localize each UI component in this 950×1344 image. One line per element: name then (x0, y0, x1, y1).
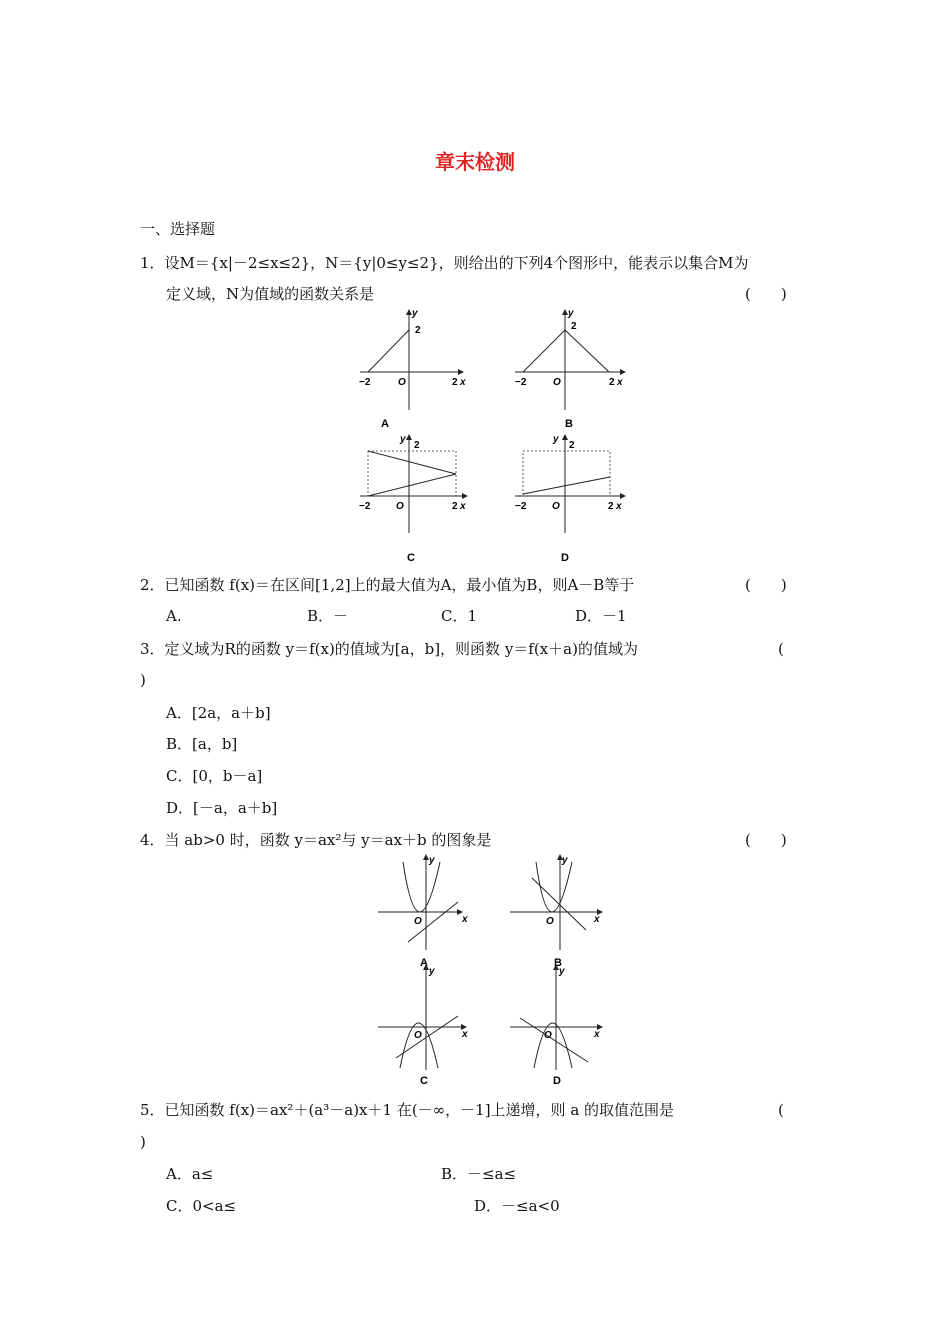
page-title: 章末检测 (435, 150, 515, 174)
q4-c-origin-label: O (414, 1030, 422, 1041)
q4-graph-c (378, 965, 468, 1087)
q5-paren-open: ( (778, 1101, 784, 1119)
q5-option-d: D．－≤a<0 (474, 1197, 560, 1215)
q1-graph-d (515, 434, 625, 564)
q1-a-origin-label: O (398, 377, 406, 388)
q5-option-c: C．0<a≤ (166, 1197, 237, 1215)
q2-answer-paren: ( ) (745, 576, 787, 594)
q1-c-x2-label: 2 (452, 501, 458, 512)
q1-d-origin-label: O (552, 501, 560, 512)
q1-c-y2-label: 2 (414, 440, 420, 451)
q3-paren-open: ( (778, 640, 784, 658)
q4-graph-b (510, 855, 602, 969)
q1-a-x-label: x (460, 377, 466, 388)
q3-option-d: D．[－a，a＋b] (166, 799, 278, 817)
q4-graph-d (510, 965, 602, 1087)
q1-a-caption: A (381, 418, 389, 430)
q1-d-neg2-label: −2 (515, 501, 527, 512)
q4-b-y-label: y (562, 855, 568, 866)
q2-option-a: A. (166, 607, 182, 625)
q1-b-y-label: y (568, 308, 574, 319)
q1-text-line1: 1．设M＝{x|－2≤x≤2}，N＝{y|0≤y≤2}，则给出的下列4个图形中，能表示以集合M为 (140, 254, 749, 272)
q2-option-b: B．－ (307, 607, 349, 625)
q4-d-x-label: x (594, 1029, 600, 1040)
q1-d-y-label: y (553, 434, 559, 445)
q1-b-caption: B (565, 418, 573, 430)
q3-option-c: C．[0，b－a] (166, 767, 263, 785)
q1-d-caption: D (561, 552, 569, 564)
q1-b-x-label: x (617, 377, 623, 388)
q3-option-b: B．[a，b] (166, 735, 238, 753)
q4-text: 4．当 ab>0 时，函数 y＝ax²与 y＝ax＋b 的图象是 (140, 831, 492, 849)
q1-b-neg2-label: −2 (515, 377, 527, 388)
q1-graph-b (515, 308, 625, 430)
q3-option-a: A．[2a，a＋b] (166, 704, 271, 722)
q2-option-c: C．1 (441, 607, 478, 625)
q1-c-y-label: y (400, 434, 406, 445)
q1-graph-c (359, 434, 467, 564)
q1-d-y2-label: 2 (569, 440, 575, 451)
section-heading: 一、选择题 (140, 220, 216, 238)
q4-d-caption: D (553, 1075, 561, 1087)
q4-b-x-label: x (594, 914, 600, 925)
q5-text: 5．已知函数 f(x)＝ax²＋(a³－a)x＋1 在(－∞，－1]上递增，则 a 的取值范围是 (140, 1101, 675, 1119)
q1-graph-a (359, 308, 466, 430)
q1-b-origin-label: O (553, 377, 561, 388)
q4-c-caption: C (420, 1075, 428, 1087)
q4-c-x-label: x (462, 1029, 468, 1040)
q4-graph-a (378, 855, 468, 969)
q2-option-d: D．－1 (575, 607, 627, 625)
q4-a-x-label: x (462, 914, 468, 925)
q5-paren-close: ) (140, 1133, 146, 1151)
q1-c-x-label: x (460, 501, 466, 512)
q4-b-caption: B (554, 957, 562, 969)
q1-answer-paren: ( ) (745, 285, 787, 303)
q1-text-line2: 定义域，N为值域的函数关系是 (166, 285, 375, 303)
q1-d-x-label: x (616, 501, 622, 512)
q1-c-caption: C (407, 552, 415, 564)
q4-b-origin-label: O (546, 916, 554, 927)
q3-text: 3．定义域为R的函数 y＝f(x)的值域为[a，b]，则函数 y＝f(x＋a)的值域为 (140, 640, 638, 658)
q4-c-y-label: y (429, 966, 435, 977)
q2-text: 2．已知函数 f(x)＝在区间[1,2]上的最大值为A，最小值为B，则A－B等于 (140, 576, 635, 594)
q5-option-b: B．－≤a≤ (441, 1165, 517, 1183)
q1-b-y2-label: 2 (571, 321, 577, 332)
q4-a-caption: A (420, 957, 428, 969)
q4-a-origin-label: O (414, 916, 422, 927)
q4-answer-paren: ( ) (745, 831, 787, 849)
q3-paren-close: ) (140, 671, 146, 689)
q1-a-neg2-label: −2 (359, 377, 371, 388)
q4-d-origin-label: O (544, 1030, 552, 1041)
q1-a-x2-label: 2 (452, 377, 458, 388)
q5-option-a: A．a≤ (166, 1165, 214, 1183)
q1-c-neg2-label: −2 (359, 501, 371, 512)
q1-c-origin-label: O (396, 501, 404, 512)
q4-a-y-label: y (429, 855, 435, 866)
q1-a-y-label: y (412, 308, 418, 319)
q1-graphs (355, 305, 645, 565)
q1-a-y2-label: 2 (415, 325, 421, 336)
q1-b-x2-label: 2 (609, 377, 615, 388)
q4-graphs (370, 850, 615, 1095)
q4-d-y-label: y (559, 966, 565, 977)
q1-d-x2-label: 2 (608, 501, 614, 512)
